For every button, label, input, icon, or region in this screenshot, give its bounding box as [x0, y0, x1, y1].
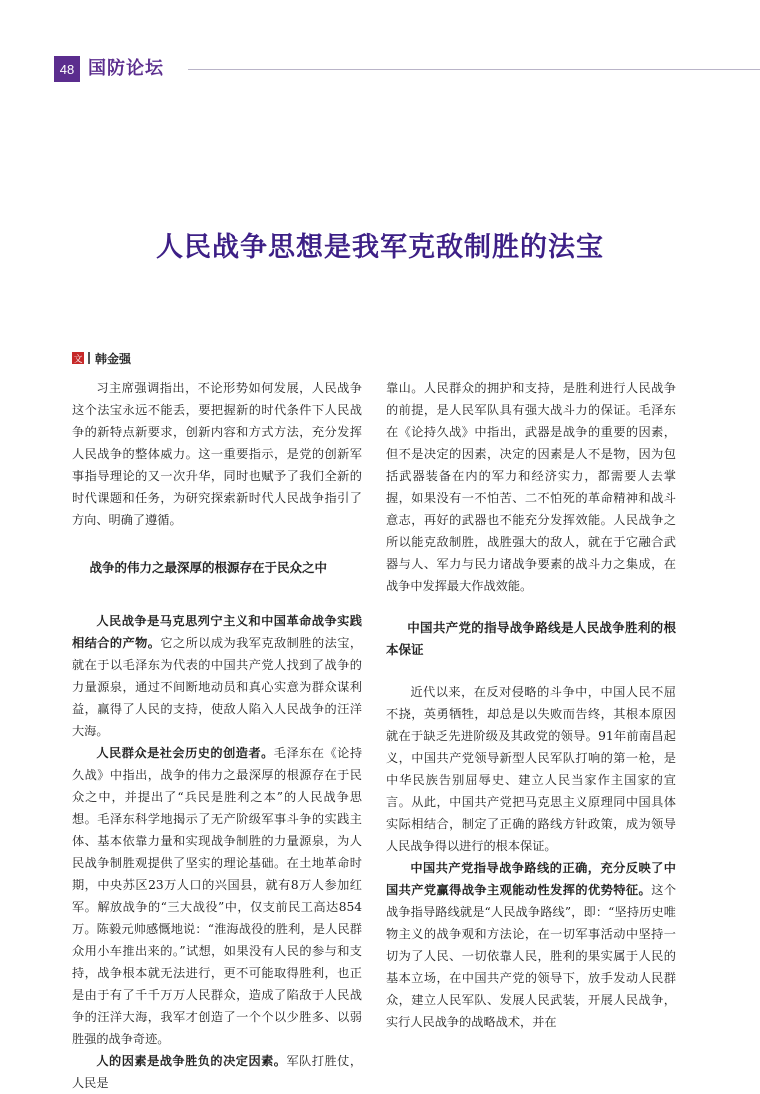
paragraph: [72, 742, 362, 1050]
author-line: [72, 350, 131, 366]
paragraph-body: 这个战争指导路线就是“人民战争路线”，即：“坚持历史唯物主义的战争观和方法论，在一切军事活动中坚持一切为了人民、一切依靠人民，胜利的果实属于人民的基本立场，在中国共产党的领导下，放手发动人民群众，建立人民军队、发展人民武装，开展人民战争，实行人民战争的战略战术，并在: [386, 883, 677, 1029]
paragraph: 习主席强调指出，不论形势如何发展，人民战争这个法宝永远不能丢，要把握新的时代条件下人民战争的新特点新要求，创新内容和方式方法，充分发挥人民战争的整体威力。这一重要指示，是党的创新军事指导理论的又一次升华，同时也赋予了我们全新的时代课题和任务，为研究探索新时代人民战争指引了方向、明确了遵循。: [72, 381, 362, 527]
paragraph-lead: 人民战争是马克思列宁主义和中国革命战争实践相结合的产物。: [72, 614, 362, 650]
paragraph: [72, 610, 362, 742]
paragraph: 近代以来，在反对侵略的斗争中，中国人民不屈不挠，英勇牺牲，却总是以失败而告终，其根本原因就在于缺乏先进阶级及其政党的领导。91年前南昌起义，中国共产党领导新型人民军队打响的第一枪，是中华民族告别屈辱史、建立人民当家作主国家的宣言。从此，中国共产党把马克思主义原理同中国具体实际相结合，制定了正确的路线方针政策，成为领导人民战争得以进行的根本保证。: [386, 685, 676, 853]
paragraph: 靠山。人民群众的拥护和支持，是胜利进行人民战争的前提，是人民军队具有强大战斗力的保证。毛泽东在《论持久战》中指出，武器是战争的重要的因素，但不是决定的因素，决定的因素是人不是物，因为包括武器装备在内的军力和经济实力，都需要人去掌握，如果没有一不怕苦、二不怕死的革命精神和战斗意志，再好的武器也不能充分发挥效能。人民战争之所以能克敌制胜，战胜强大的敌人，就在于它融合武器与人、军力与民力诸战争要素的战斗力之集成，在战争中发挥最大作战效能。: [386, 381, 676, 593]
paragraph-lead: 人的因素是战争胜负的决定因素。: [96, 1054, 287, 1068]
right-column: [386, 377, 676, 1033]
author-name: 韩金强: [95, 351, 132, 366]
author-mark: 文: [72, 352, 84, 364]
article-title: 人民战争思想是我军克敌制胜的法宝: [156, 232, 604, 263]
left-column: [72, 377, 362, 1094]
header-divider: [188, 69, 760, 70]
paragraph-body: 它之所以成为我军克敌制胜的法宝，就在于以毛泽东为代表的中国共产党人找到了战争的力量源泉，通过不间断地动员和真心实意为群众谋利益，赢得了人民的支持，使敌人陷入人民战争的汪洋大海。: [72, 636, 363, 738]
paragraph-body: 毛泽东在《论持久战》中指出，战争的伟力之最深厚的根源存在于民众之中，并提出了“兵民是胜利之本”的人民战争思想。毛泽东科学地揭示了无产阶级军事斗争的实践主体、基本依靠力量和实现战争制胜的力量源泉，为人民战争制胜观提供了坚实的理论基础。在土地革命时期，中央苏区23万人口的兴国县，就有8万人参加红军。解放战争的“三大战役”中，仅支前民工高达854万。陈毅元帅感慨地说：“淮海战役的胜利，是人民群众用小车推出来的。”试想，如果没有人民的参与和支持，战争根本就无法进行，更不可能取得胜利，也正是由于有了千千万万人民群众，造成了陷敌于人民战争的汪洋大海，我军才创造了一个个以少胜多、以弱胜强的战争奇迹。: [72, 746, 363, 1046]
section-heading: 战争的伟力之最深厚的根源存在于民众之中: [89, 560, 328, 575]
section-name: 国防论坛: [88, 58, 164, 79]
paragraph: [72, 1050, 362, 1094]
section-heading: 中国共产党的指导战争路线是人民战争胜利的根本保证: [386, 620, 676, 657]
page-number-badge: 48: [54, 56, 80, 82]
author-separator: [88, 352, 90, 364]
paragraph-lead: 中国共产党指导战争路线的正确，充分反映了中国共产党赢得战争主观能动性发挥的优势特征。: [386, 861, 676, 897]
page-header: [54, 56, 760, 82]
paragraph-body: 军队打胜仗，人民是: [72, 1054, 363, 1090]
paragraph-lead: 人民群众是社会历史的创造者。: [96, 746, 274, 760]
